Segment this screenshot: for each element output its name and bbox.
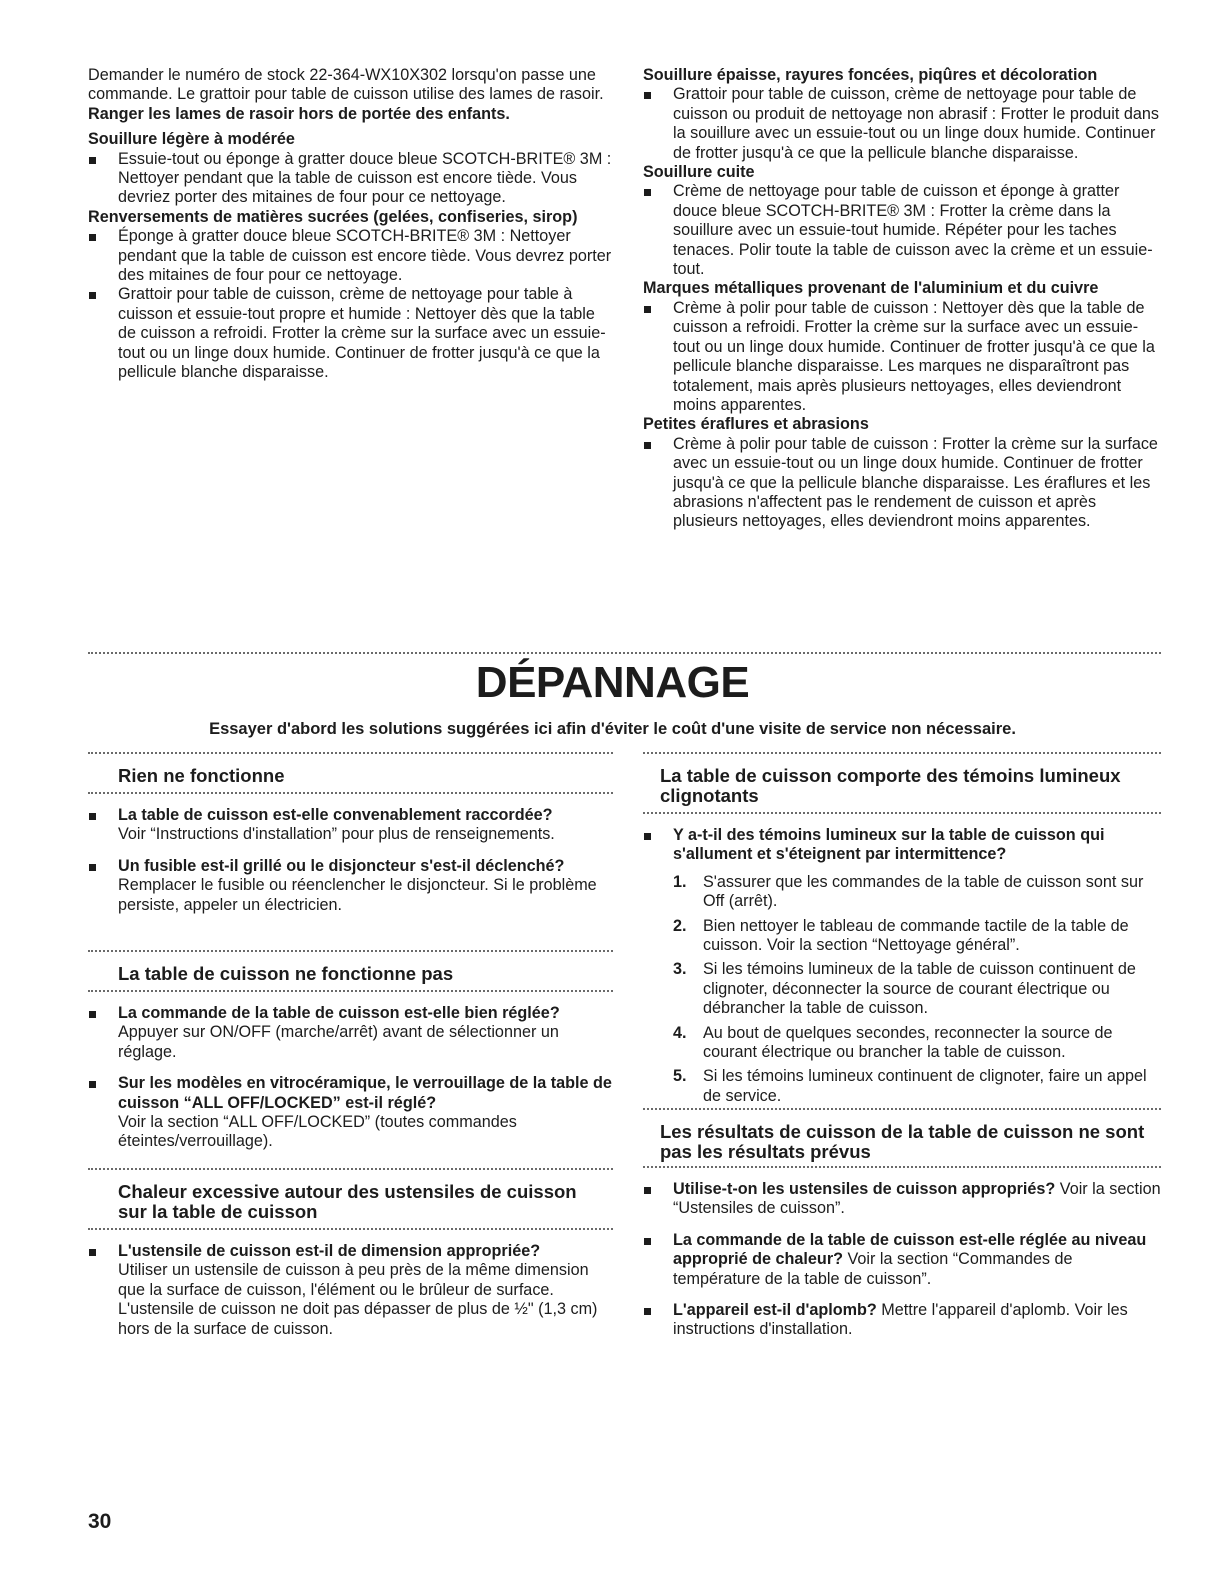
list-item: Grattoir pour table de cuisson, crème de nettoyage pour table à cuisson et essuie-tout propre et humide : Nettoyer dès que la table de cuisson a refroidi. Frotter la crème sur la surface avec un essuie-tout ou un linge doux humide. Continuer de frotter jusqu'à ce que la pellicule blanche disparaisse. (88, 285, 613, 382)
top-left-column (88, 66, 613, 383)
step-item (673, 1024, 1161, 1063)
list-item: Crème à polir pour table de cuisson : Nettoyer dès que la table de cuisson a refroidi. Frotter la crème sur la surface avec un essuie-tout ou un linge doux humide. Continuer de frotter jusqu'à ce que la pellicule blanche disparaisse. Les marques ne disparaîtront pas totalement, mais après plusieurs nettoyages, elles deviendront moins apparentes. (643, 299, 1163, 415)
divider (643, 1166, 1161, 1168)
step-text: Bien nettoyer le tableau de commande tactile de la table de cuisson. Voir la section “Nettoyage général”. (703, 916, 1129, 955)
troubleshoot-items (88, 806, 613, 927)
answer: Remplacer le fusible ou réenclencher le disjoncteur. Si le problème persiste, appeler un électricien. (118, 876, 597, 914)
step-item (673, 873, 1161, 912)
list-item (643, 1301, 1161, 1340)
step-text: Si les témoins lumineux de la table de cuisson continuent de clignoter, déconnecter la source de courant électrique ou débrancher la table de cuisson. (703, 960, 1136, 1018)
divider (88, 950, 613, 952)
step-number: 5. (673, 1067, 687, 1086)
question: L'appareil est-il d'aplomb? (673, 1301, 877, 1320)
intro-text: Demander le numéro de stock 22-364-WX10X302 lorsqu'on passe une commande. Le grattoir pour table de cuisson utilise des lames de rasoir. (88, 66, 604, 104)
list-item: Grattoir pour table de cuisson, crème de nettoyage pour table de cuisson ou produit de nettoyage non abrasif : Frotter le produit dans la souillure avec un essuie-tout ou un linge doux humide. Continuer de frotter jusqu'à ce que la pellicule blanche disparaisse. (643, 85, 1163, 163)
troubleshoot-heading: La table de cuisson ne fonctionne pas (118, 963, 454, 984)
divider (643, 1108, 1161, 1110)
answer: Voir la section “ALL OFF/LOCKED” (toutes commandes éteintes/verrouillage). (118, 1113, 517, 1151)
troubleshoot-heading: Rien ne fonctionne (118, 765, 285, 786)
list-item (643, 826, 1161, 865)
question: L'ustensile de cuisson est-il de dimension appropriée? (118, 1242, 541, 1260)
steps-list (643, 873, 1161, 1106)
step-number: 1. (673, 872, 687, 891)
section-heading: Petites éraflures et abrasions (643, 415, 869, 434)
step-text: S'assurer que les commandes de la table de cuisson sont sur Off (arrêt). (703, 872, 1144, 911)
step-number: 3. (673, 960, 687, 979)
section-divider (88, 652, 1161, 654)
intro-warning: Ranger les lames de rasoir hors de portée des enfants. (88, 104, 510, 123)
page-title: DÉPANNAGE (475, 658, 750, 707)
section-heading: Souillure épaisse, rayures foncées, piqûres et décoloration (643, 66, 1098, 84)
top-right-column (643, 66, 1163, 532)
step-text: Si les témoins lumineux continuent de clignoter, faire un appel de service. (703, 1067, 1147, 1105)
divider (643, 752, 1161, 754)
divider (88, 752, 613, 754)
divider (643, 812, 1161, 814)
answer: Voir “Instructions d'installation” pour plus de renseignements. (118, 825, 555, 844)
list-item: Essuie-tout ou éponge à gratter douce bleue SCOTCH-BRITE® 3M : Nettoyer pendant que la table de cuisson est encore tiède. Vous devriez porter des mitaines de four pour ce nettoyage. (88, 150, 613, 208)
step-item (673, 960, 1161, 1018)
step-item (673, 917, 1161, 956)
step-number: 4. (673, 1023, 687, 1042)
troubleshoot-items (643, 826, 1161, 1111)
answer: Voir la section “Commandes de température de la table de cuisson”. (673, 1250, 1073, 1288)
question: Sur les modèles en vitrocéramique, le verrouillage de la table de cuisson “ALL OFF/LOCKED” est-il réglé? (118, 1074, 612, 1112)
answer: Utiliser un ustensile de cuisson à peu près de la même dimension que la surface de cuisson, l'élément ou le brûleur de surface. L'ustensile de cuisson ne doit pas dépasser de plus de ½" (1,3 cm) hors de la surface de cuisson. (118, 1261, 598, 1338)
answer: Appuyer sur ON/OFF (marche/arrêt) avant de sélectionner un réglage. (118, 1023, 559, 1061)
question: Utilise-t-on les ustensiles de cuisson appropriés? (673, 1180, 1056, 1198)
troubleshoot-items (643, 1180, 1161, 1352)
divider (88, 990, 613, 992)
section-intro: Essayer d'abord les solutions suggérées ici afin d'éviter le coût d'une visite de service non nécessaire. (209, 720, 1016, 738)
list-item (88, 1242, 613, 1339)
troubleshoot-items (88, 1242, 613, 1351)
question: Y a-t-il des témoins lumineux sur la table de cuisson qui s'allument et s'éteignent par intermittence? (673, 826, 1105, 864)
answer: Voir la section “Ustensiles de cuisson”. (673, 1180, 1161, 1218)
troubleshoot-heading: Chaleur excessive autour des ustensiles de cuisson sur la table de cuisson (118, 1181, 577, 1222)
section-heading: Renversements de matières sucrées (gelées, confiseries, sirop) (88, 207, 578, 226)
step-text: Au bout de quelques secondes, reconnecter la source de courant électrique ou brancher la table de cuisson. (703, 1023, 1113, 1062)
section-heading: Souillure cuite (643, 163, 755, 182)
question: La commande de la table de cuisson est-elle réglée au niveau approprié de chaleur? (673, 1230, 1147, 1269)
list-item (88, 1004, 613, 1062)
page-number: 30 (88, 1510, 112, 1533)
troubleshoot-heading: La table de cuisson comporte des témoins lumineux clignotants (660, 765, 1121, 806)
list-item (88, 857, 613, 915)
section-heading: Marques métalliques provenant de l'aluminium et du cuivre (643, 279, 1099, 298)
answer: Mettre l'appareil d'aplomb. Voir les instructions d'installation. (673, 1301, 1128, 1339)
divider (88, 1168, 613, 1170)
list-item: Crème de nettoyage pour table de cuisson et éponge à gratter douce bleue SCOTCH-BRITE® 3M : Frotter la crème dans la souillure avec un essuie-tout humide. Répéter pour les taches tenaces. Polir toute la table de cuisson avec la crème et un essuie-tout. (643, 182, 1163, 279)
list-item: Crème à polir pour table de cuisson : Frotter la crème sur la surface avec un essuie-tout ou un linge doux humide. Continuer de frotter jusqu'à ce que la pellicule blanche disparaisse. Les éraflures et les abrasions n'affectent pas le rendement de cuisson et après plusieurs nettoyages, elles deviendront moins apparentes. (643, 435, 1163, 532)
step-item (673, 1067, 1161, 1106)
divider (88, 792, 613, 794)
list-item (643, 1231, 1161, 1289)
question: La table de cuisson est-elle convenablement raccordée? (118, 806, 553, 824)
question: La commande de la table de cuisson est-elle bien réglée? (118, 1004, 560, 1022)
list-item (88, 806, 613, 845)
list-item (88, 1074, 613, 1152)
question: Un fusible est-il grillé ou le disjoncteur s'est-il déclenché? (118, 856, 565, 875)
troubleshoot-heading: Les résultats de cuisson de la table de cuisson ne sont pas les résultats prévus (660, 1121, 1145, 1162)
troubleshoot-items (88, 1004, 613, 1164)
intro-paragraph (88, 66, 613, 124)
list-item: Éponge à gratter douce bleue SCOTCH-BRITE® 3M : Nettoyer pendant que la table de cuisson est encore tiède. Vous devrez porter des mitaines de four pour ce nettoyage. (88, 227, 613, 285)
list-item (643, 1180, 1161, 1219)
step-number: 2. (673, 916, 687, 935)
divider (88, 1228, 613, 1230)
section-heading: Souillure légère à modérée (88, 130, 295, 149)
